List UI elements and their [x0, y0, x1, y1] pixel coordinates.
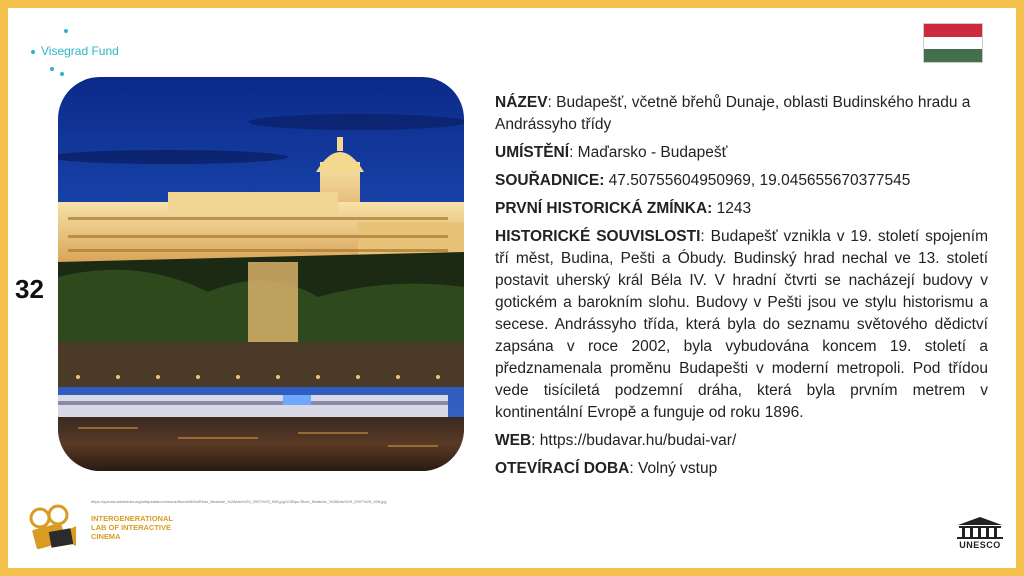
unesco-text: UNESCO: [959, 540, 1001, 550]
location-label: UMÍSTĚNÍ: [495, 144, 570, 161]
coordinates-label: SOUŘADNICE:: [495, 172, 605, 189]
coordinates-row: [495, 170, 988, 192]
lab-logo-line2: LAB OF INTERACTIVE: [91, 523, 171, 532]
name-label: NÁZEV: [495, 94, 548, 111]
history-label: HISTORICKÉ SOUVISLOSTI: [495, 228, 701, 245]
film-camera-icon: [26, 504, 86, 554]
web-value: : https://budavar.hu/budai-var/: [531, 432, 737, 449]
history-row: [495, 226, 988, 424]
org-logo-text: Visegrad Fund: [41, 44, 119, 58]
buda-castle-photo: [58, 77, 464, 471]
history-value: : Budapešť vznikla v 19. století spojením tří měst, Budina, Pešti a Óbudy. Budinský hrad nechal ve 13. století postavit uherský král Béla IV. V hradní čtvrti se nacházejí budovy v gotickém a barokním slohu. Budovy v Pešti jsou ve stylu historismu a secese. Andrássyho třída, která byla do seznamu světového dědictví zapsána v roce 2002, byla vybudována koncem 19. století a předznamenala proměnu Budapešti v moderní metropoli. Pod třídou vede tisíciletá podzemní dráha, která byla prvním metrem v kontinentální Evropě a funguje od roku 1896.: [495, 228, 988, 421]
first-mention-value: 1243: [712, 200, 752, 217]
hungary-flag-icon: [923, 23, 983, 63]
web-label: WEB: [495, 432, 532, 449]
temple-icon: [955, 516, 1005, 540]
lab-logo-line3: CINEMA: [91, 532, 121, 541]
first-mention-label: PRVNÍ HISTORICKÁ ZMÍNKA:: [495, 200, 713, 217]
first-mention-row: [495, 198, 988, 220]
lab-logo-line1: INTERGENERATIONAL: [91, 514, 173, 523]
info-block: [495, 92, 988, 486]
unesco-logo: [955, 516, 1005, 560]
opening-hours-label: OTEVÍRACÍ DOBA: [495, 460, 630, 477]
visegrad-fund-logo: [26, 20, 146, 80]
name-row: [495, 92, 988, 136]
opening-hours-value: : Volný vstup: [629, 460, 718, 477]
opening-hours-row: [495, 458, 988, 480]
slide: [8, 8, 1016, 568]
location-value: : Maďarsko - Budapešť: [569, 144, 728, 161]
slide-number: 32: [15, 274, 44, 304]
location-row: [495, 142, 988, 164]
coordinates-value: 47.50755604950969, 19.045655670377545: [604, 172, 911, 189]
lab-interactive-cinema-logo: [26, 504, 186, 554]
name-value: : Budapešť, včetně břehů Dunaje, oblasti Budinského hradu a Andrássyho třídy: [495, 94, 971, 133]
web-row: [495, 430, 988, 452]
photo-credit: https://upload.wikimedia.org/wikipedia/commons/thumb/5/5a/River_Beatrice_%28Arts%29_2007%29_008.jpg/1280px-River_Beatrice_%28Arts%29_2007%29_008.jpg: [91, 499, 387, 504]
